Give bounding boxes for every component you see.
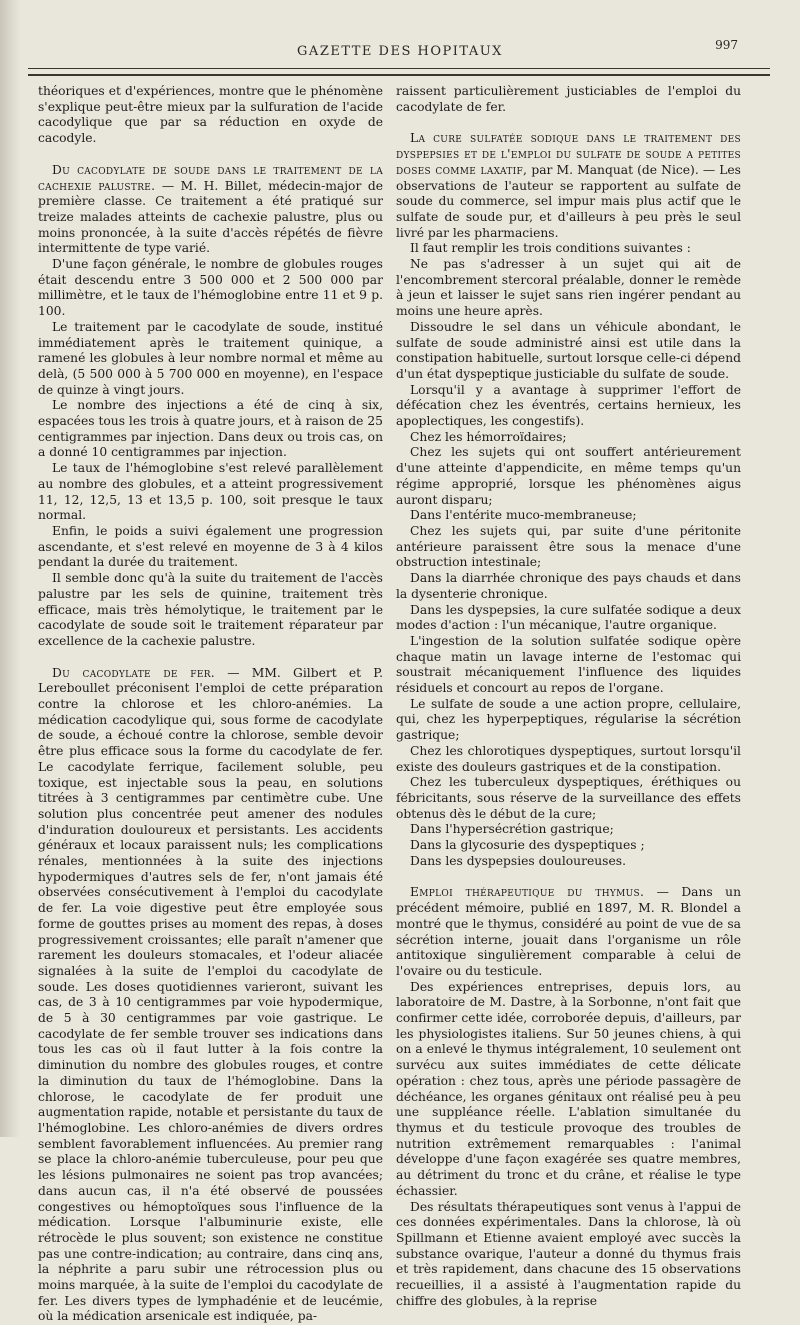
- paragraph: Ne pas s'adresser à un sujet qui ait de l'encombrement stercoral préalable, donner le remède à jeun et laisser le sujet sans rien ingérer pendant au moins une heure après.: [396, 257, 741, 319]
- section-intro: — M. H. Billet, médecin-major de première classe. Ce traitement a été pratiqué sur treize malades atteints de cachexie palustre, plus ou moins prononcée, à la suite d'accès répétés de fièvre intermittente de type varié.: [38, 178, 383, 256]
- paragraph: Chez les hémorroïdaires;: [410, 429, 567, 444]
- header-rule-thick: [28, 74, 770, 76]
- paragraph: Dans la glycosurie des dyspeptiques ;: [410, 838, 645, 853]
- paragraph: Des résultats thérapeutiques sont venus à l'appui de ces données expérimentales. Dans la chlorose, là où Spillmann et Etienne avaient employé avec succès la substance ovarique, l'auteur a donné du thymus frais et très rapidement, dans chacune des 15 observations recueillies, il a assisté à l'augmentation rapide du chiffre des globules, à la reprise: [396, 1199, 741, 1308]
- section-cacodylate-soude: [38, 163, 383, 257]
- section-intro: — Dans un précédent mémoire, publié en 1897, M. R. Blondel a montré que le thymus, considéré au point de vue de sa sécrétion interne, jouait dans l'organisme un rôle antitoxique singulièrement comparable à celui de l'ovaire ou du testicule.: [396, 885, 741, 978]
- section-cure-sulfatee: [396, 131, 741, 241]
- page-binding-edge: [0, 0, 20, 1137]
- paragraph: Chez les sujets qui ont souffert antérieurement d'une atteinte d'appendicite, en même temps qu'un régime approprié, lorsque les phénomènes aigus auront disparu;: [396, 445, 741, 507]
- section-title: Du cacodylate de fer.: [52, 665, 216, 680]
- section-title: Emploi thérapeutique du thymus.: [410, 885, 645, 900]
- paragraph: Dans les dyspepsies douloureuses.: [410, 853, 626, 868]
- header-rule-thin: [28, 68, 770, 69]
- paragraph: Le taux de l'hémoglobine s'est relevé parallèlement au nombre des globules, et a atteint progressivement 11, 12, 12,5, 13 et 13,5 p. 100, soit presque le taux normal.: [38, 461, 383, 523]
- paragraph: Il semble donc qu'à la suite du traitement de l'accès palustre par les sels de quinine, traitement très efficace, mais très hémolytique, le traitement par le cacodylate de soude soit le traitement réparateur par excellence de la cachexie palustre.: [38, 571, 383, 648]
- paragraph: raissent particulièrement justiciables de l'emploi du cacodylate de fer.: [396, 84, 741, 114]
- paragraph: Chez les chlorotiques dyspeptiques, surtout lorsqu'il existe des douleurs gastriques et de la constipation.: [396, 743, 741, 774]
- section-intro: par M. Manquat (de Nice). — Les observations de l'auteur se rapportent au sulfate de soude du commerce, sel impur mais plus actif que le sulfate de soude pur, et d'ailleurs à peu près le seul livré par les pharmaciens.: [396, 162, 741, 240]
- paragraph: Dans l'hypersécrétion gastrique;: [410, 822, 614, 837]
- left-column: [38, 84, 383, 1325]
- section-title: La cure sulfatée sodique dans le traitement des dyspepsies et de l'emploi du sulfate de soude a petites doses comme laxatif,: [396, 131, 741, 177]
- paragraph: D'une façon générale, le nombre de globules rouges était descendu entre 3 500 000 et 2 500 000 par millimètre, et le taux de l'hémoglobine entre 11 et 9 p. 100.: [38, 257, 383, 319]
- paragraph: Chez les tuberculeux dyspeptiques, éréthiques ou fébricitants, sous réserve de la surveillance des effets obtenus dès le début de la cure;: [396, 775, 741, 821]
- paragraph: Le nombre des injections a été de cinq à six, espacées tous les trois à quatre jours, et à raison de 25 centigrammes par injection. Dans deux ou trois cas, on a donné 10 centigrammes par injection.: [38, 398, 384, 460]
- paragraph: théoriques et d'expériences, montre que le phénomène s'explique peut-être mieux par la sulfuration de l'acide cacodylique que par sa réduction en oxyde de cacodyle.: [38, 84, 383, 146]
- right-column: [396, 84, 741, 1309]
- paragraph: Chez les sujets qui, par suite d'une péritonite antérieure paraissent être sous la menace d'une obstruction intestinale;: [396, 523, 741, 570]
- paragraph: Dans l'entérite muco-membraneuse;: [410, 508, 637, 523]
- running-head: GAZETTE DES HOPITAUX: [297, 44, 503, 59]
- section-thymus: [396, 885, 741, 979]
- paragraph: Le sulfate de soude a une action propre, cellulaire, qui, chez les hyperpeptiques, régularise la sécrétion gastrique;: [396, 696, 741, 743]
- page-number: 997: [715, 38, 738, 52]
- paragraph: Il faut remplir les trois conditions suivantes :: [410, 241, 691, 256]
- paragraph: Dissoudre le sel dans un véhicule abondant, le sulfate de soude administré ainsi est utile dans la constipation habituelle, surtout lorsque celle-ci dépend d'un état dyspeptique justiciable du sulfate de soude.: [396, 319, 741, 381]
- paragraph: Le traitement par le cacodylate de soude, institué immédiatement après le traitement quinique, a ramené les globules à leur nombre normal et même au delà, (5 500 000 à 5 700 000 en moyenne), en l'espace de quinze à vingt jours.: [38, 319, 383, 397]
- section-title: Du cacodylate de soude dans le traitement de la cachexie palustre.: [38, 162, 383, 193]
- paragraph: L'ingestion de la solution sulfatée sodique opère chaque matin un lavage interne de l'estomac qui soustrait mécaniquement l'influence des liquides résiduels et concourt au repos de l'organe.: [396, 633, 741, 696]
- section-intro: — MM. Gilbert et P. Lereboullet préconisent l'emploi de cette préparation contre la chlorose et les chloro-anémies. La médication cacodylique qui, sous forme de cacodylate de soude, a échoué contre la chlorose, semble devoir être plus efficace sous la forme du cacodylate de fer. Le cacodylate ferrique, facilement soluble, peu toxique, est injectable sous la peau, en solutions titrées à 3 centigrammes par centimètre cube. Une solution plus concentrée peut amener des nodules d'induration douloureux et persistants. Les accidents généraux et locaux paraissent nuls; les complications rénales, mentionnées à la suite des injections hypodermiques d'autres sels de fer, n'ont jamais été observées consécutivement à l'emploi du cacodylate de fer. La voie digestive peut être employée sous forme de gouttes prises au moment des repas, à doses progressivement croissantes; elle paraît n'amener que rarement les douleurs stomacales, et l'odeur aliacée signalées à la suite de l'emploi du cacodylate de soude. Les doses quotidiennes varieront, suivant les cas, de 3 à 10 centigrammes par voie hypodermique, de 5 à 30 centigrammes par voie gastrique. Le cacodylate de fer semble trouver ses indications dans tous les cas où il faut lutter à la fois contre la diminution du nombre des globules rouges, et contre la diminution du taux de l'hémoglobine. Dans la chlorose, le cacodylate de fer produit une augmentation rapide, notable et persistante du taux de l'hémoglobine. Les chloro-anémies de divers ordres semblent favorablement influencées. Au premier rang se place la chloro-anémie tuberculeuse, pour peu que les lésions pulmonaires ne soient pas trop avancées; dans aucun cas, il n'a été observé de poussées congestives ou hémoptoïques sous l'influence de la médication. Lorsque l'albuminurie existe, elle rétrocède le plus souvent; son existence ne constitue pas une contre-indication; au contraire, dans cinq ans, la néphrite a paru subir une rétrocession plus ou moins marquée, à la suite de l'emploi du cacodylate de fer. Les divers types de lymphadénie et de leucémie, où la médication arsenicale est indiquée, pa-: [38, 665, 383, 1324]
- section-cacodylate-fer: [38, 666, 383, 1325]
- paragraph: Enfin, le poids a suivi également une progression ascendante, et s'est relevé en moyenne de 3 à 4 kilos pendant la durée du traitement.: [38, 523, 383, 570]
- paragraph: Des expériences entreprises, depuis lors, au laboratoire de M. Dastre, à la Sorbonne, n'ont fait que confirmer cette idée, corroborée depuis, d'ailleurs, par les physiologistes italiens. Sur 50 jeunes chiens, à qui on a enlevé le thymus intégralement, 10 seulement ont survécu aux suites immédiates de cette délicate opération : chez tous, après une période passagère de déchéance, les organes génitaux ont réalisé peu à peu une suppléance réelle. L'ablation simultanée du thymus et du testicule provoque des troubles de nutrition extrêmement remarquables : l'animal développe d'une façon exagérée ses quatre membres, au détriment du tronc et du crâne, et réalise le type échassier.: [396, 979, 741, 1198]
- paragraph: Dans les dyspepsies, la cure sulfatée sodique a deux modes d'action : l'un mécanique, l'autre organique.: [396, 602, 741, 633]
- paragraph: Lorsqu'il y a avantage à supprimer l'effort de défécation chez les éventrés, certains hernieux, les apoplectiques, les congestifs).: [396, 382, 741, 429]
- paragraph: Dans la diarrhée chronique des pays chauds et dans la dysenterie chronique.: [396, 571, 741, 601]
